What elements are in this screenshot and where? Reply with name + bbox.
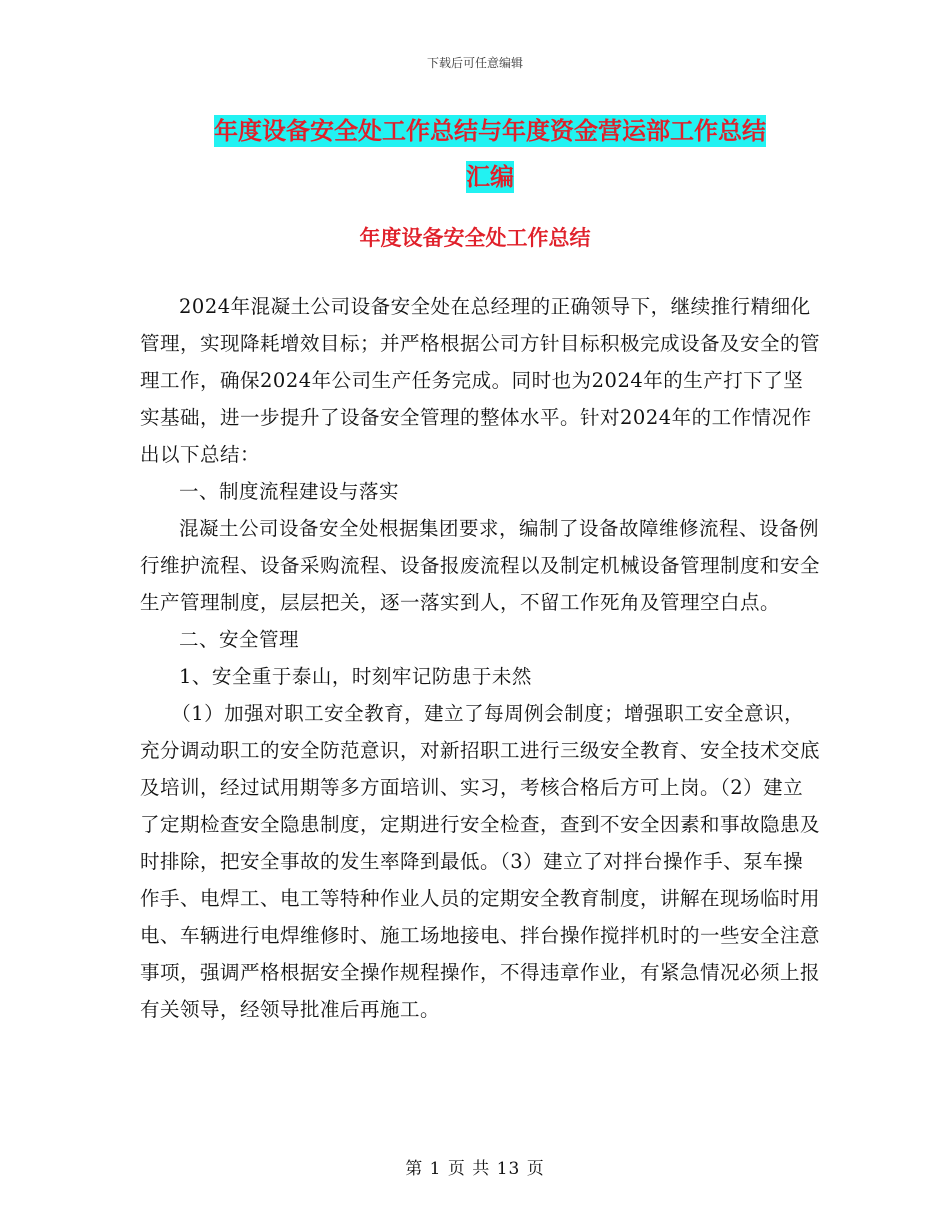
paragraph-intro: 2024年混凝土公司设备安全处在总经理的正确领导下，继续推行精细化管理，实现降耗增效目标；并严格根据公司方针目标积极完成设备及安全的管理工作，确保2024年公司生产任务完成。同时也为2024年的生产打下了坚实基础，进一步提升了设备安全管理的整体水平。针对2024年的工作情况作出以下总结： xyxy=(140,295,821,466)
page-footer: 第 1 页 共 13 页 xyxy=(405,1159,545,1179)
heading-safety-first: 1、安全重于泰山，时刻牢记防患于未然 xyxy=(179,665,532,688)
header-note: 下载后可任意编辑 xyxy=(426,56,523,70)
heading-safety-management: 二、安全管理 xyxy=(179,628,300,651)
paragraph-system-process: 混凝土公司设备安全处根据集团要求，编制了设备故障维修流程、设备例行维护流程、设备采购流程、设备报废流程以及制定机械设备管理制度和安全生产管理制度，层层把关，逐一落实到人，不留工作死角及管理空白点。 xyxy=(140,517,821,614)
heading-system-process: 一、制度流程建设与落实 xyxy=(179,480,400,503)
document-title-line2: 汇编 xyxy=(466,163,514,191)
section-title: 年度设备安全处工作总结 xyxy=(359,226,591,250)
paragraph-safety-measures: （1）加强对职工安全教育，建立了每周例会制度；增强职工安全意识，充分调动职工的安全防范意识，对新招职工进行三级安全教育、安全技术交底及培训，经过试用期等多方面培训、实习，考核合格后方可上岗。（2）建立了定期检查安全隐患制度，定期进行安全检查，查到不安全因素和事故隐患及时排除，把安全事故的发生率降到最低。（3）建立了对拌台操作手、泵车操作手、电焊工、电工等特种作业人员的定期安全教育制度，讲解在现场临时用电、车辆进行电焊维修时、施工场地接电、拌台操作搅拌机时的一些安全注意事项，强调严格根据安全操作规程操作，不得违章作业，有紧急情况必须上报有关领导，经领导批准后再施工。 xyxy=(140,702,821,1021)
document-title xyxy=(140,108,840,200)
document-body xyxy=(140,288,820,1028)
document-title-line1: 年度设备安全处工作总结与年度资金营运部工作总结 xyxy=(214,117,766,145)
